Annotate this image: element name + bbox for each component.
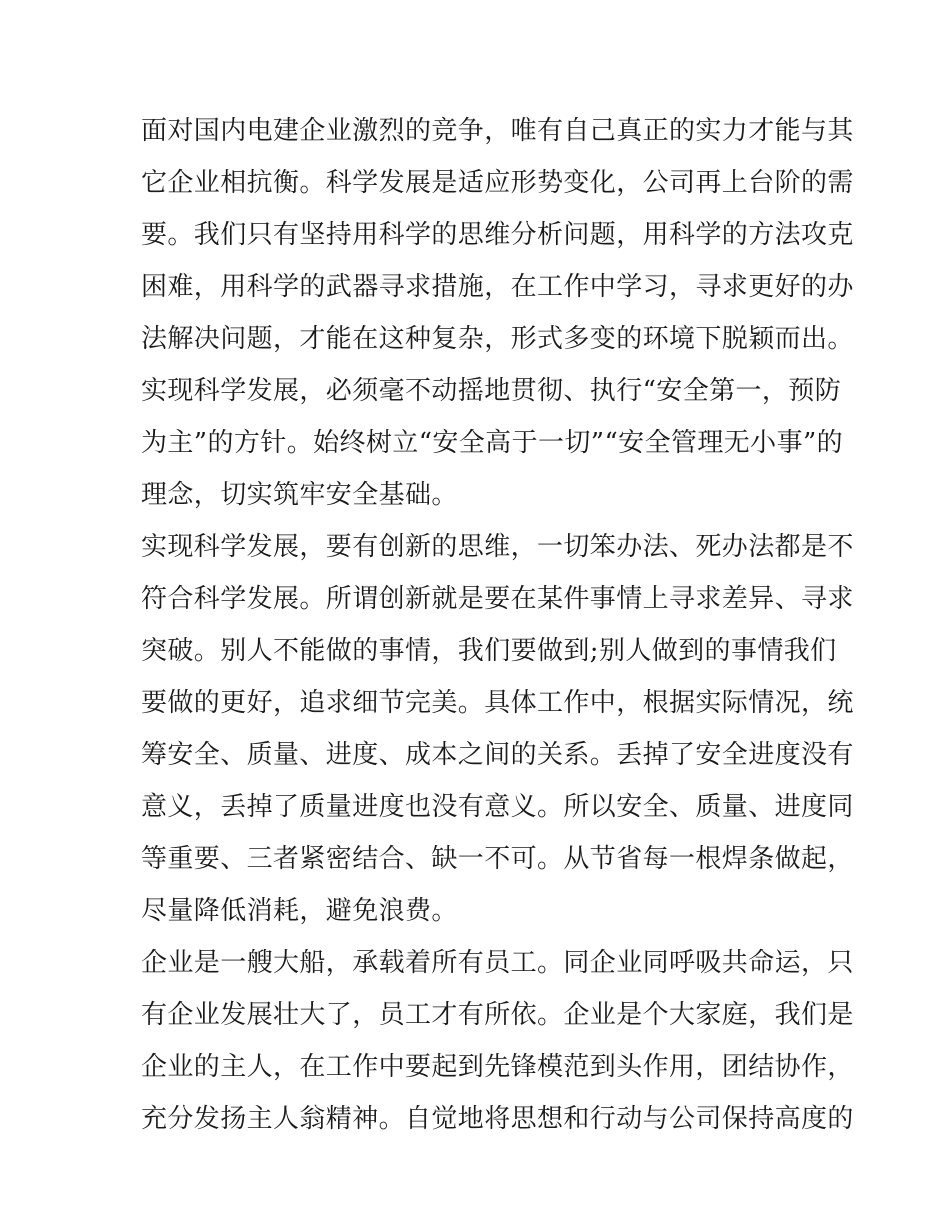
text-line: 理念，切实筑牢安全基础。 [141, 480, 458, 510]
text-line: 实现科学发展，要有创新的思维，一切笨办法、死办法都是不 [141, 532, 854, 562]
text-line: 意义，丢掉了质量进度也没有意义。所以安全、质量、进度同 [141, 792, 854, 822]
document-body [141, 105, 854, 1145]
text-line: 企业的主人，在工作中要起到先锋模范到头作用，团结协作， [141, 1052, 854, 1082]
text-line: 尽量降低消耗，避免浪费。 [141, 896, 458, 926]
text-line: 突破。别人不能做的事情，我们要做到;别人做到的事情我们 [141, 636, 837, 666]
text-line: 企业是一艘大船，承载着所有员工。同企业同呼吸共命运，只 [141, 948, 854, 978]
text-line: 困难，用科学的武器寻求措施，在工作中学习，寻求更好的办 [141, 272, 854, 302]
text-line: 法解决问题，才能在这种复杂，形式多变的环境下脱颖而出。 [141, 324, 854, 354]
text-line: 符合科学发展。所谓创新就是要在某件事情上寻求差异、寻求 [141, 584, 854, 614]
text-line: 面对国内电建企业激烈的竞争，唯有自己真正的实力才能与其 [141, 116, 854, 146]
text-line: 等重要、三者紧密结合、缺一不可。从节省每一根焊条做起， [141, 844, 854, 874]
text-line: 要。我们只有坚持用科学的思维分析问题，用科学的方法攻克 [141, 220, 854, 250]
text-line: 为主”的方针。始终树立“安全高于一切”“安全管理无小事”的 [141, 428, 844, 458]
text-line: 有企业发展壮大了，员工才有所依。企业是个大家庭，我们是 [141, 1000, 854, 1030]
text-line: 要做的更好，追求细节完美。具体工作中，根据实际情况，统 [141, 688, 854, 718]
text-line: 实现科学发展，必须毫不动摇地贯彻、执行“安全第一，预防 [141, 376, 842, 406]
text-line: 它企业相抗衡。科学发展是适应形势变化，公司再上台阶的需 [141, 168, 854, 198]
text-line: 筹安全、质量、进度、成本之间的关系。丢掉了安全进度没有 [141, 740, 854, 770]
text-line: 充分发扬主人翁精神。自觉地将思想和行动与公司保持高度的 [141, 1104, 854, 1134]
